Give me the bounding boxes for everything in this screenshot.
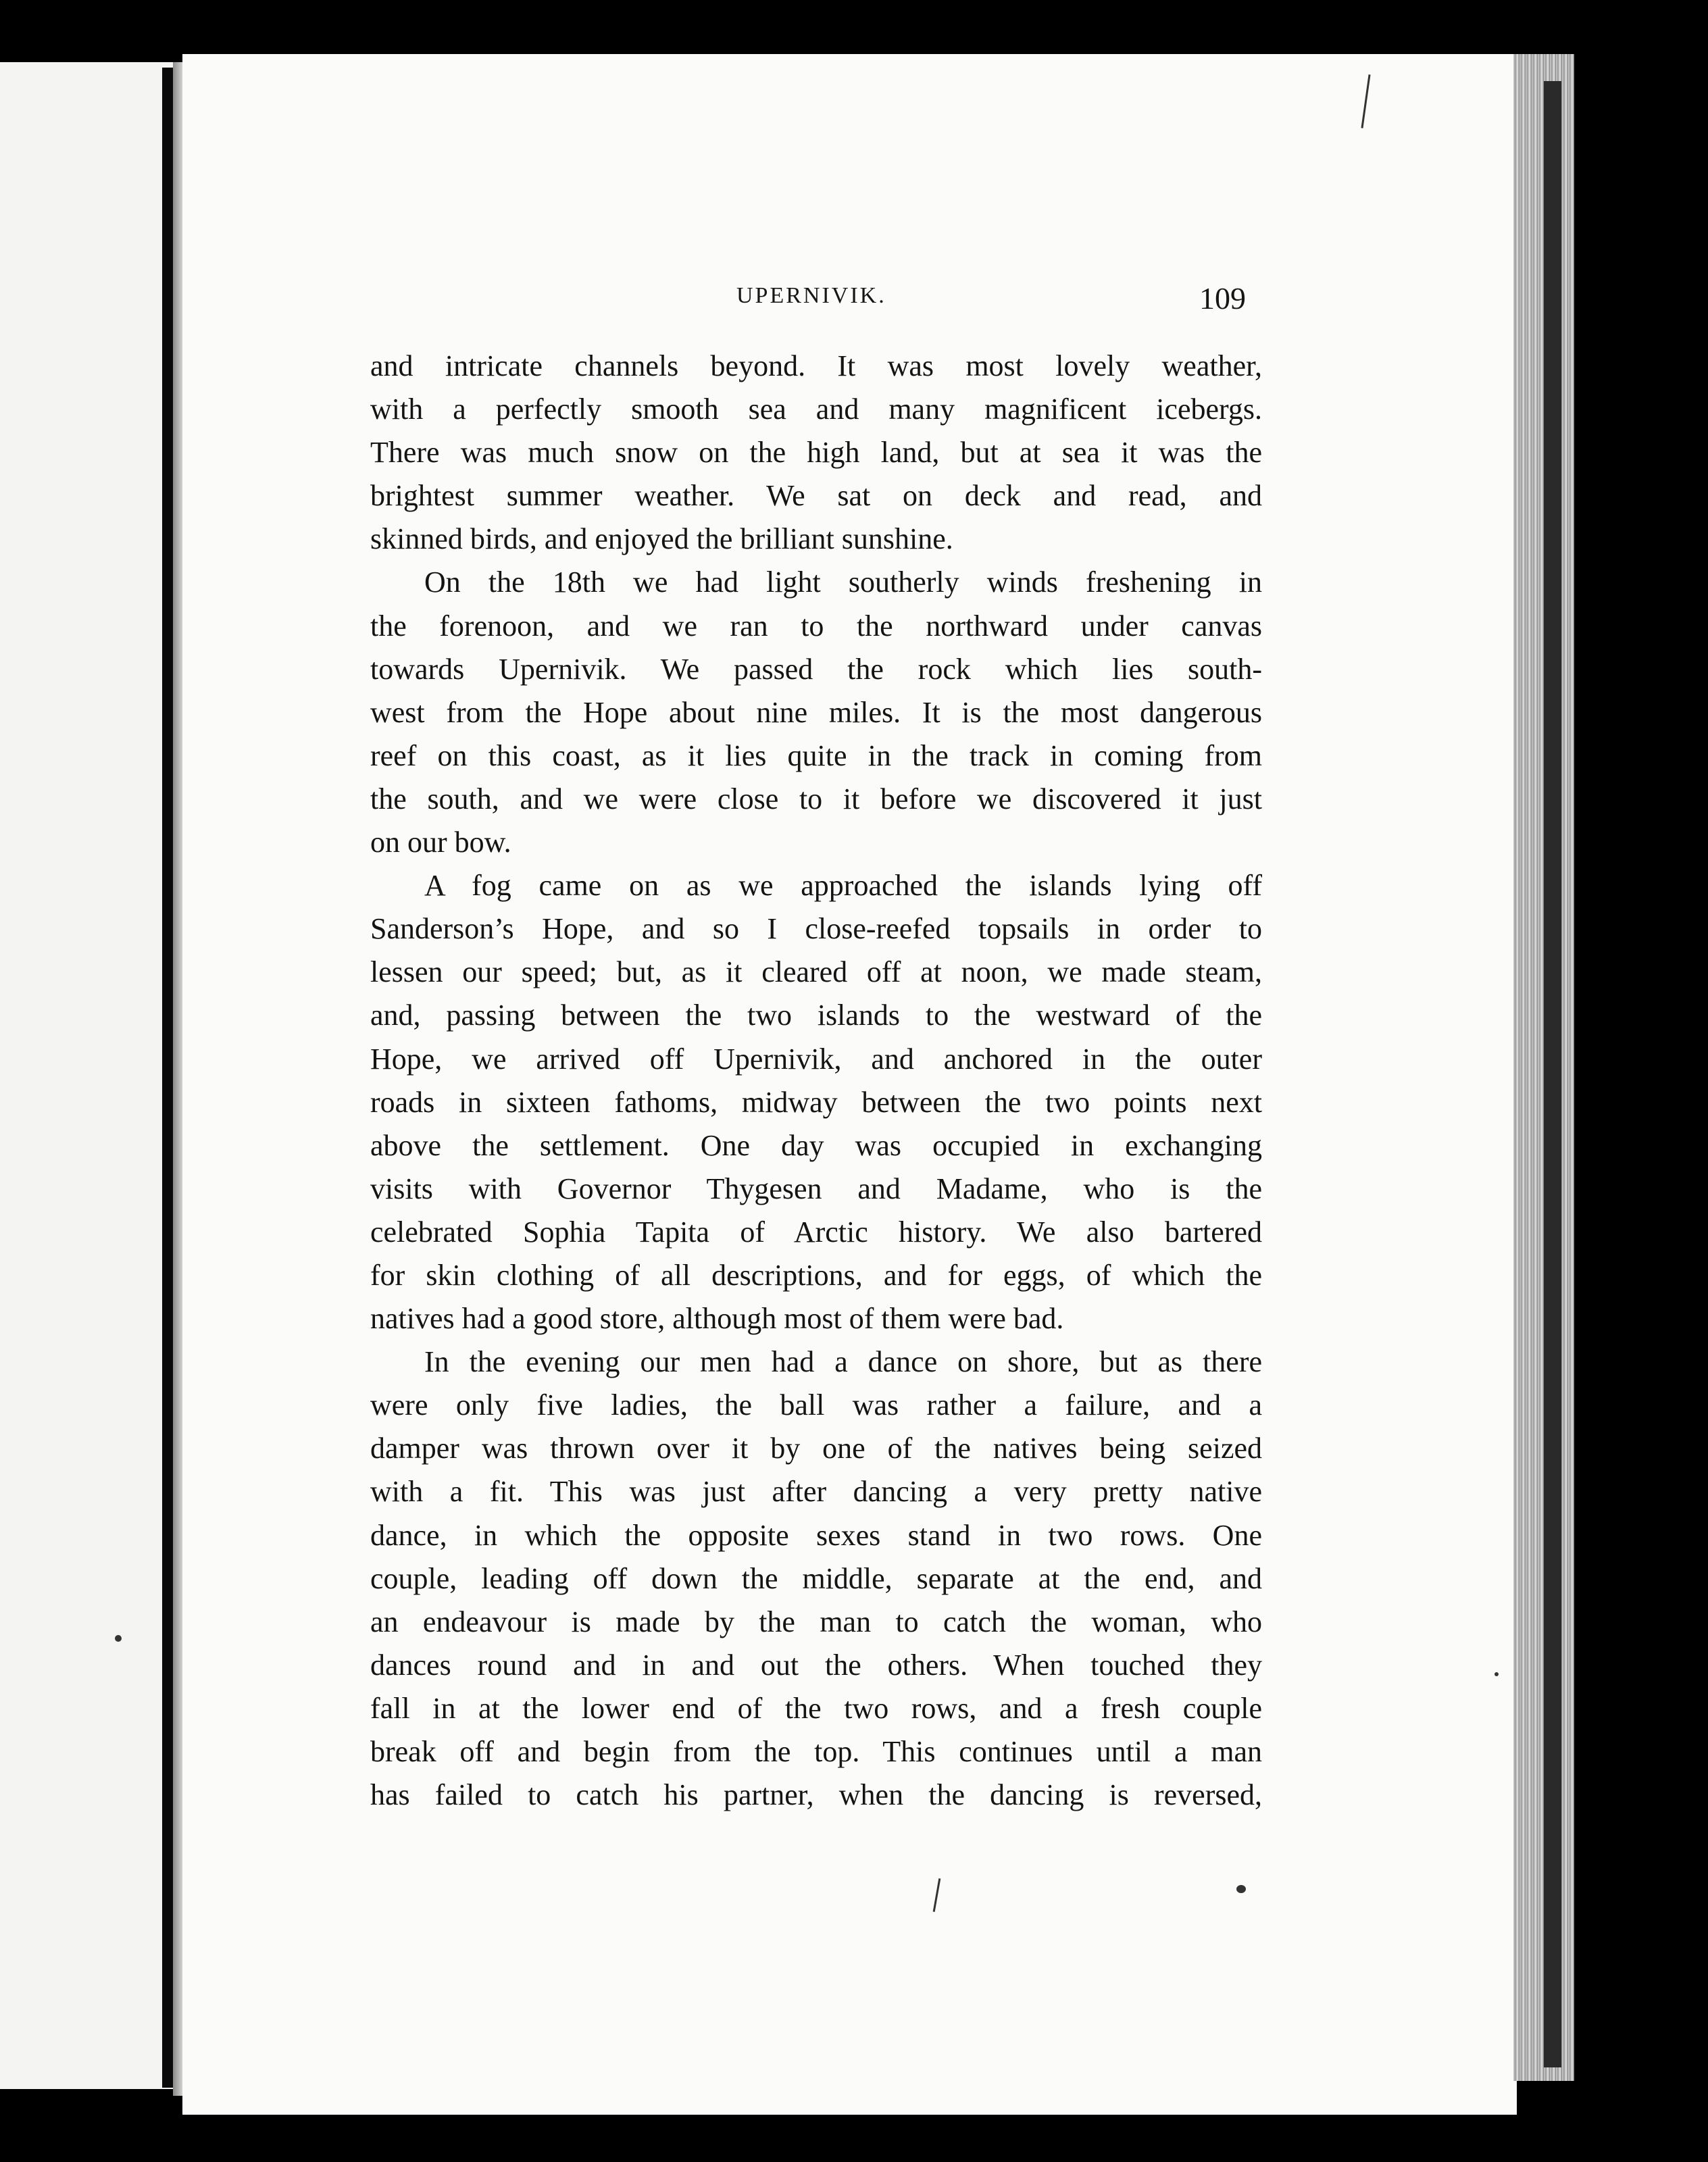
paragraph: [370, 1340, 1262, 1817]
text-line: Sanderson’s Hope, and so I close-reefed topsails in order to: [370, 912, 1262, 946]
scan-speck: [1494, 1672, 1499, 1676]
text-line: skinned birds, and enjoyed the brilliant sunshine.: [370, 522, 953, 556]
text-line: couple, leading off down the middle, separate at the end, and: [370, 1561, 1262, 1595]
text-line: lessen our speed; but, as it cleared off at noon, we made steam,: [370, 955, 1262, 989]
text-line: fall in at the lower end of the two rows, and a fresh couple: [370, 1691, 1262, 1725]
text-line: towards Upernivik. We passed the rock which lies south-: [370, 652, 1262, 686]
text-line: visits with Governor Thygesen and Madame, who is the: [370, 1172, 1262, 1205]
paragraph: [370, 864, 1262, 1340]
text-line: natives had a good store, although most of them were bad.: [370, 1302, 1064, 1336]
text-line: has failed to catch his partner, when the dancing is reversed,: [370, 1778, 1262, 1812]
text-line: A fog came on as we approached the islands lying off: [424, 869, 1262, 903]
paragraph: [370, 345, 1262, 561]
body-text: [370, 345, 1262, 1817]
text-line: the forenoon, and we ran to the northward under canvas: [370, 609, 1262, 643]
scan-speck: [115, 1635, 122, 1642]
text-line: with a perfectly smooth sea and many magnificent icebergs.: [370, 393, 1262, 426]
text-line: There was much snow on the high land, but at sea it was the: [370, 436, 1262, 470]
text-line: and, passing between the two islands to the westward of the: [370, 999, 1262, 1032]
text-line: celebrated Sophia Tapita of Arctic history. We also bartered: [370, 1215, 1262, 1249]
text-line: and intricate channels beyond. It was most lovely weather,: [370, 349, 1262, 382]
text-line: reef on this coast, as it lies quite in the track in coming from: [370, 738, 1262, 772]
text-line: Hope, we arrived off Upernivik, and anchored in the outer: [370, 1042, 1262, 1076]
text-line: the south, and we were close to it before we discovered it just: [370, 782, 1262, 815]
text-line: west from the Hope about nine miles. It is the most dangerous: [370, 695, 1262, 729]
text-line: On the 18th we had light southerly winds freshening in: [424, 565, 1262, 599]
text-line: for skin clothing of all descriptions, and for eggs, of which the: [370, 1258, 1262, 1292]
text-line: damper was thrown over it by one of the natives being seized: [370, 1432, 1262, 1465]
text-line: In the evening our men had a dance on shore, but as there: [424, 1345, 1262, 1379]
text-line: roads in sixteen fathoms, midway between the two points next: [370, 1085, 1262, 1119]
text-line: above the settlement. One day was occupied in exchanging: [370, 1128, 1262, 1162]
text-line: dances round and in and out the others. When touched they: [370, 1648, 1262, 1682]
left-page-edge: [0, 62, 177, 2089]
text-line: with a fit. This was just after dancing a very pretty native: [370, 1475, 1262, 1509]
text-line: an endeavour is made by the man to catch the woman, who: [370, 1605, 1262, 1638]
running-head: [182, 280, 1517, 321]
text-line: dance, in which the opposite sexes stand in two rows. One: [370, 1518, 1262, 1552]
scan-speck: [1236, 1885, 1246, 1893]
text-line: brightest summer weather. We sat on deck and read, and: [370, 479, 1262, 513]
text-line: on our bow.: [370, 826, 511, 859]
paragraph: [370, 561, 1262, 864]
page-stack-shadow: [1544, 81, 1561, 2067]
running-head-title: UPERNIVIK.: [736, 283, 886, 308]
book-gutter: [162, 68, 173, 2088]
page-number: 109: [1199, 281, 1246, 316]
text-line: were only five ladies, the ball was rather a failure, and a: [370, 1388, 1262, 1422]
text-line: break off and begin from the top. This continues until a man: [370, 1735, 1262, 1768]
